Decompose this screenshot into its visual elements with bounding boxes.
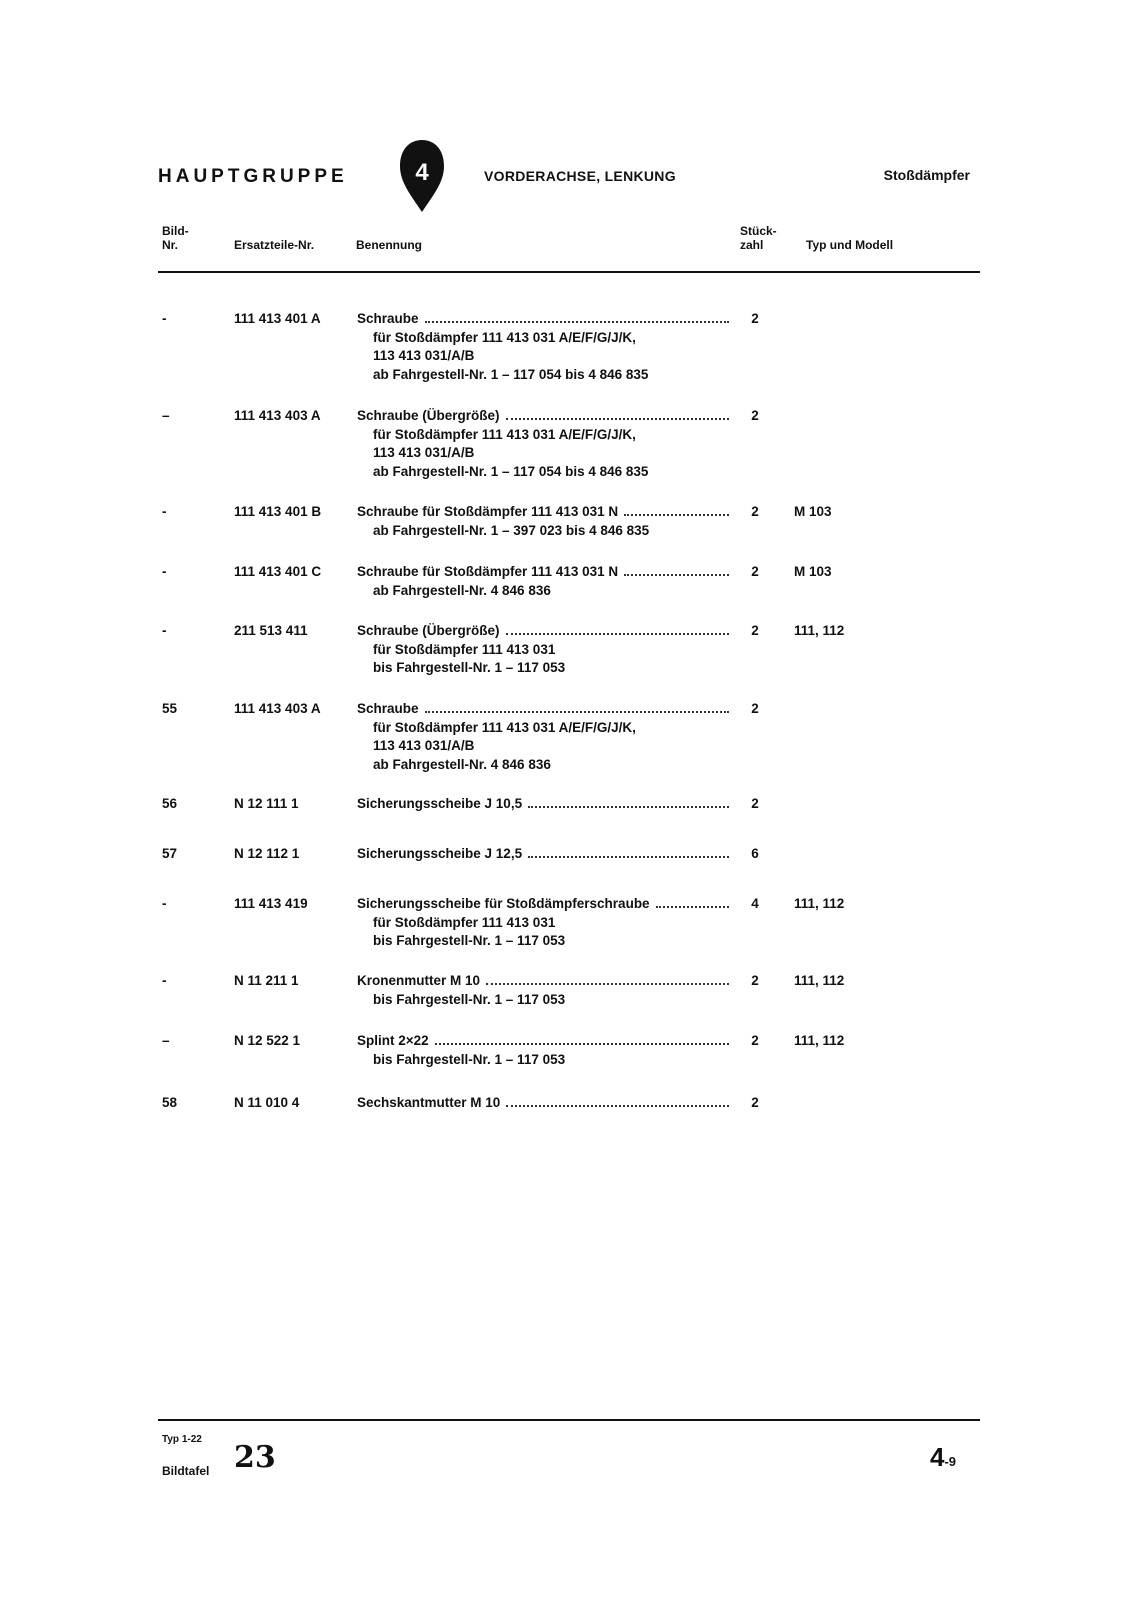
quantity: 2	[751, 1033, 759, 1048]
part-note: ab Fahrgestell-Nr. 1 – 117 054 bis 4 846 835	[373, 463, 649, 479]
bild-nr: 57	[162, 846, 178, 861]
column-header-benennung: Benennung	[356, 238, 422, 252]
bild-nr: -	[162, 973, 167, 988]
bild-nr: 58	[162, 1095, 178, 1110]
column-header-ersatzteil: Ersatzteile-Nr.	[234, 238, 315, 252]
part-name: Schraube (Übergröße)	[357, 408, 500, 423]
quantity: 2	[751, 311, 759, 326]
part-name: Sicherungsscheibe für Stoßdämpferschraube	[357, 896, 650, 911]
part-note: 113 413 031/A/B	[373, 348, 475, 363]
header-rule	[158, 271, 980, 273]
part-note: für Stoßdämpfer 111 413 031 A/E/F/G/J/K,	[373, 329, 636, 345]
part-note: bis Fahrgestell-Nr. 1 – 117 053	[373, 660, 566, 675]
bild-nr: -	[162, 564, 167, 579]
column-header-stueckzahl-line: zahl	[740, 238, 764, 252]
quantity: 2	[751, 701, 759, 716]
column-header-bild-line: Nr.	[162, 238, 179, 252]
type-model: 111, 112	[794, 896, 845, 911]
footer-bildtafel-label: Bildtafel	[162, 1464, 210, 1478]
part-number: N 11 010 4	[234, 1095, 300, 1110]
page-number-sub: -9	[944, 1454, 957, 1469]
type-model: 111, 112	[794, 623, 845, 638]
bild-nr: 56	[162, 796, 178, 811]
part-number: 111 413 419	[234, 896, 308, 911]
section-title: Stoßdämpfer	[883, 167, 970, 183]
part-description	[357, 795, 893, 814]
part-number: N 11 211 1	[234, 973, 299, 988]
part-description	[357, 845, 893, 864]
quantity: 2	[751, 564, 759, 579]
part-number: 211 513 411	[234, 623, 308, 638]
part-description	[357, 310, 893, 384]
quantity: 2	[751, 796, 759, 811]
part-note: ab Fahrgestell-Nr. 1 – 397 023 bis 4 846 835	[373, 522, 650, 538]
part-note: bis Fahrgestell-Nr. 1 – 117 053	[373, 991, 566, 1007]
part-description	[357, 700, 893, 774]
part-name: Schraube für Stoßdämpfer 111 413 031 N	[357, 504, 619, 519]
type-model: 111, 112	[794, 973, 845, 988]
bild-nr: -	[162, 623, 167, 638]
quantity: 2	[751, 504, 759, 519]
part-note: ab Fahrgestell-Nr. 1 – 117 054 bis 4 846 835	[373, 366, 649, 382]
group-number-badge	[398, 140, 446, 212]
column-header-stueckzahl	[740, 224, 777, 252]
quantity: 2	[751, 973, 759, 988]
part-note: 113 413 031/A/B	[373, 738, 475, 753]
part-description	[357, 407, 893, 481]
hauptgruppe-label: HAUPTGRUPPE	[158, 166, 348, 187]
part-number: 111 413 401 C	[234, 564, 322, 579]
footer-typ: Typ 1-22	[162, 1434, 202, 1445]
quantity: 2	[751, 623, 759, 638]
group-number: 4	[415, 159, 429, 186]
bild-nr: -	[162, 504, 167, 519]
part-name: Sicherungsscheibe J 10,5	[357, 796, 523, 811]
part-number: N 12 522 1	[234, 1033, 301, 1048]
part-note: für Stoßdämpfer 111 413 031	[373, 641, 556, 657]
part-number: 111 413 403 A	[234, 701, 321, 716]
part-name: Schraube	[357, 701, 419, 716]
part-name: Kronenmutter M 10	[357, 973, 481, 988]
column-header-typ: Typ und Modell	[806, 238, 894, 252]
part-note: 113 413 031/A/B	[373, 445, 475, 460]
footer-bildtafel-number: 23	[234, 1440, 276, 1475]
part-note: bis Fahrgestell-Nr. 1 – 117 053	[373, 1051, 566, 1067]
part-name: Sicherungsscheibe J 12,5	[357, 846, 523, 861]
part-number: 111 413 403 A	[234, 408, 321, 423]
part-name: Splint 2×22	[357, 1033, 429, 1048]
group-title: VORDERACHSE, LENKUNG	[484, 168, 676, 184]
quantity: 2	[751, 1095, 759, 1110]
part-note: für Stoßdämpfer 111 413 031 A/E/F/G/J/K,	[373, 719, 636, 735]
page-number	[930, 1442, 956, 1473]
part-description	[357, 1094, 893, 1113]
column-header-bild-line: Bild-	[162, 224, 189, 238]
part-number: N 12 111 1	[234, 796, 299, 811]
bild-nr: -	[162, 311, 167, 326]
part-name: Sechskantmutter M 10	[357, 1095, 501, 1110]
part-name: Schraube	[357, 311, 419, 326]
part-note: bis Fahrgestell-Nr. 1 – 117 053	[373, 933, 566, 948]
quantity: 2	[751, 408, 759, 423]
footer-rule	[158, 1419, 980, 1421]
part-name: Schraube für Stoßdämpfer 111 413 031 N	[357, 564, 619, 579]
quantity: 4	[751, 896, 759, 911]
part-note: ab Fahrgestell-Nr. 4 846 836	[373, 756, 551, 772]
page-number-main: 4	[930, 1442, 945, 1472]
type-model: M 103	[794, 564, 832, 579]
column-header-bild	[162, 224, 189, 252]
bild-nr: -	[162, 896, 167, 911]
bild-nr: 55	[162, 701, 178, 716]
page-header	[158, 140, 970, 220]
part-note: für Stoßdämpfer 111 413 031 A/E/F/G/J/K,	[373, 426, 636, 442]
part-name: Schraube (Übergröße)	[357, 623, 500, 638]
column-header-stueckzahl-line: Stück-	[740, 224, 777, 238]
bild-nr: –	[162, 1033, 170, 1048]
type-model: 111, 112	[794, 1033, 845, 1048]
quantity: 6	[751, 846, 759, 861]
part-number: 111 413 401 A	[234, 311, 321, 326]
type-model: M 103	[794, 504, 832, 519]
bild-nr: –	[162, 408, 170, 423]
part-number: 111 413 401 B	[234, 504, 322, 519]
part-note: ab Fahrgestell-Nr. 4 846 836	[373, 582, 551, 598]
part-number: N 12 112 1	[234, 846, 300, 861]
part-note: für Stoßdämpfer 111 413 031	[373, 914, 556, 930]
